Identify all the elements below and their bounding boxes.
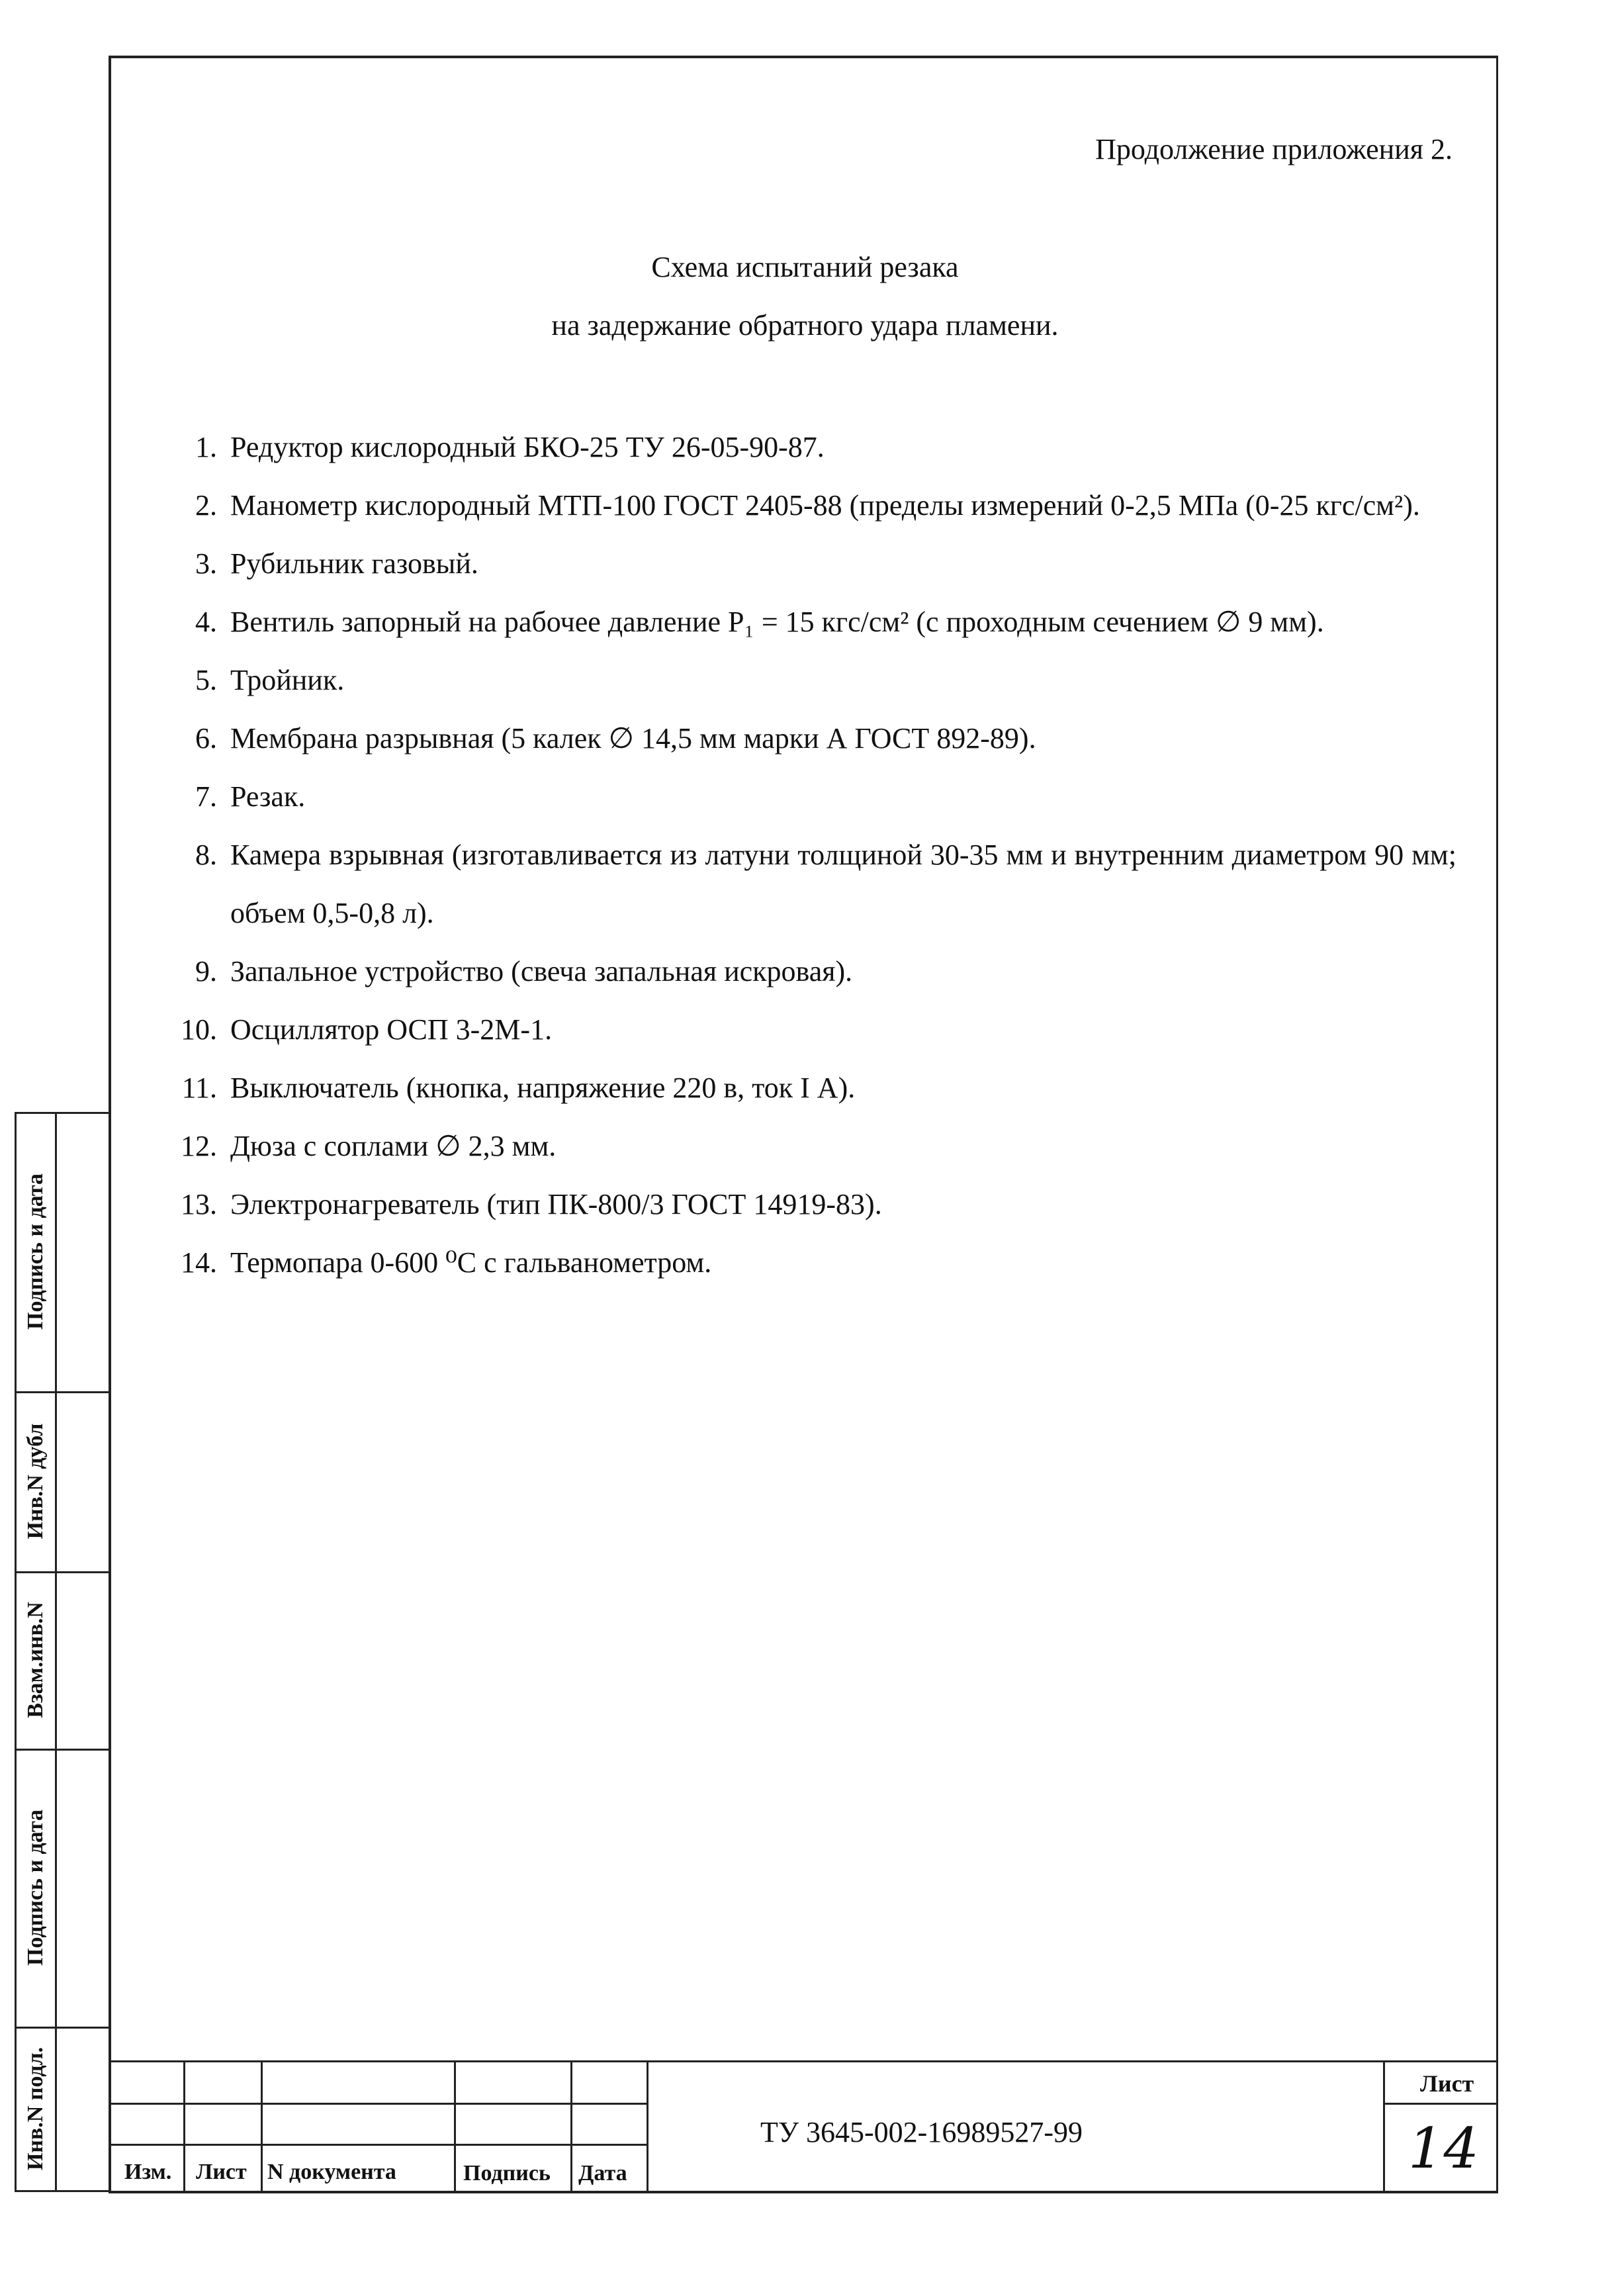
side-label-signature-date: Подпись и дата [23, 1173, 48, 1330]
stamp-label-signature: Подпись [463, 2161, 551, 2185]
item-number: 12. [181, 1130, 217, 1162]
stamp-label-document-number: N документа [267, 2160, 396, 2184]
document-title-line-1: Схема испытаний резака [651, 251, 959, 283]
sheet-cell-line [1383, 2103, 1498, 2105]
stamp-top-line [109, 2060, 1498, 2062]
stamp-row-line [109, 2103, 647, 2105]
stamp-label-date: Дата [578, 2161, 627, 2185]
item-text: Электронагреватель (тип ПК-800/3 ГОСТ 14919-83). [230, 1188, 882, 1220]
list-item [169, 942, 1456, 1001]
list-item [169, 710, 1456, 768]
document-title-line-2: на задержание обратного удара пламени. [551, 309, 1059, 342]
stamp-label-change: Изм. [124, 2160, 172, 2184]
stamp-column-line [570, 2060, 572, 2193]
side-label-duplicate-inv: Инв.N дубл [23, 1423, 48, 1539]
item-text: Тройник. [230, 664, 345, 696]
item-text: Осциллятор ОСП 3-2М-1. [230, 1013, 553, 1046]
list-item [169, 1234, 1456, 1292]
list-item [169, 651, 1456, 710]
side-stamp-strip [15, 1112, 109, 2192]
side-divider [15, 1571, 109, 1573]
list-item [169, 477, 1456, 535]
list-item [169, 1001, 1456, 1059]
item-text: Манометр кислородный МТП-100 ГОСТ 2405-88 (пределы измерений 0-2,5 МПа (0-25 кгс/см²). [230, 489, 1420, 522]
item-number: 10. [181, 1013, 217, 1046]
side-label-replaced-inv: Взам.инв.N [23, 1602, 48, 1718]
stamp-column-line [183, 2060, 185, 2193]
title-block [109, 2060, 1498, 2193]
side-divider [15, 1112, 109, 1114]
side-divider [15, 2190, 109, 2192]
list-item [169, 768, 1456, 826]
item-text: Термопара 0-600 ⁰С с гальванометром. [230, 1246, 712, 1279]
item-text: Вентиль запорный на рабочее давление Р₁ = 15 кгс/см² (с проходным сечением ∅ 9 мм). [230, 606, 1324, 638]
item-number: 1. [195, 431, 217, 463]
side-label-signature-date-2: Подпись и дата [23, 1810, 48, 1966]
stamp-column-line [261, 2060, 263, 2193]
list-item [169, 1117, 1456, 1175]
item-number: 2. [195, 489, 217, 522]
equipment-list [169, 418, 1456, 1292]
document-code: ТУ 3645-002-16989527-99 [760, 2116, 1083, 2148]
item-number: 14. [181, 1246, 217, 1279]
list-item [169, 1175, 1456, 1234]
list-item [169, 535, 1456, 593]
item-number: 11. [181, 1072, 217, 1104]
item-text: Выключатель (кнопка, напряжение 220 в, ток I А). [230, 1072, 856, 1104]
item-text: Дюза с соплами ∅ 2,3 мм. [230, 1130, 557, 1162]
sheet-label: Лист [1420, 2070, 1474, 2097]
item-text: Рубильник газовый. [230, 547, 478, 580]
side-divider [15, 1749, 109, 1751]
side-divider [15, 2027, 109, 2029]
item-text: Запальное устройство (свеча запальная искровая). [230, 955, 853, 987]
item-number: 5. [195, 664, 217, 696]
item-number: 13. [181, 1188, 217, 1220]
list-item [169, 826, 1456, 942]
sheet-number: 14 [1408, 2116, 1479, 2181]
stamp-column-line [1383, 2060, 1385, 2193]
item-text: Резак. [230, 780, 306, 813]
item-number: 9. [195, 955, 217, 987]
list-item [169, 1059, 1456, 1117]
list-item [169, 418, 1456, 477]
item-number: 4. [195, 606, 217, 638]
item-text: Редуктор кислородный БКО-25 ТУ 26-05-90-87. [230, 431, 825, 463]
stamp-column-line [454, 2060, 456, 2193]
stamp-row-line [109, 2144, 647, 2146]
item-number: 8. [195, 839, 217, 871]
item-number: 7. [195, 780, 217, 813]
list-item [169, 593, 1456, 651]
side-label-original-inv: Инв.N подл. [23, 2046, 48, 2171]
side-divider [15, 1391, 109, 1393]
item-text: Камера взрывная (изготавливается из латуни толщиной 30-35 мм и внутренним диаметром 90 мм; объем 0,5-0,8 л). [230, 839, 1456, 929]
item-text: Мембрана разрывная (5 калек ∅ 14,5 мм марки А ГОСТ 892-89). [230, 722, 1036, 755]
item-number: 6. [195, 722, 217, 755]
item-number: 3. [195, 547, 217, 580]
stamp-label-sheet: Лист [196, 2160, 247, 2184]
continuation-note: Продолжение приложения 2. [1095, 133, 1453, 165]
stamp-column-line [647, 2060, 648, 2193]
